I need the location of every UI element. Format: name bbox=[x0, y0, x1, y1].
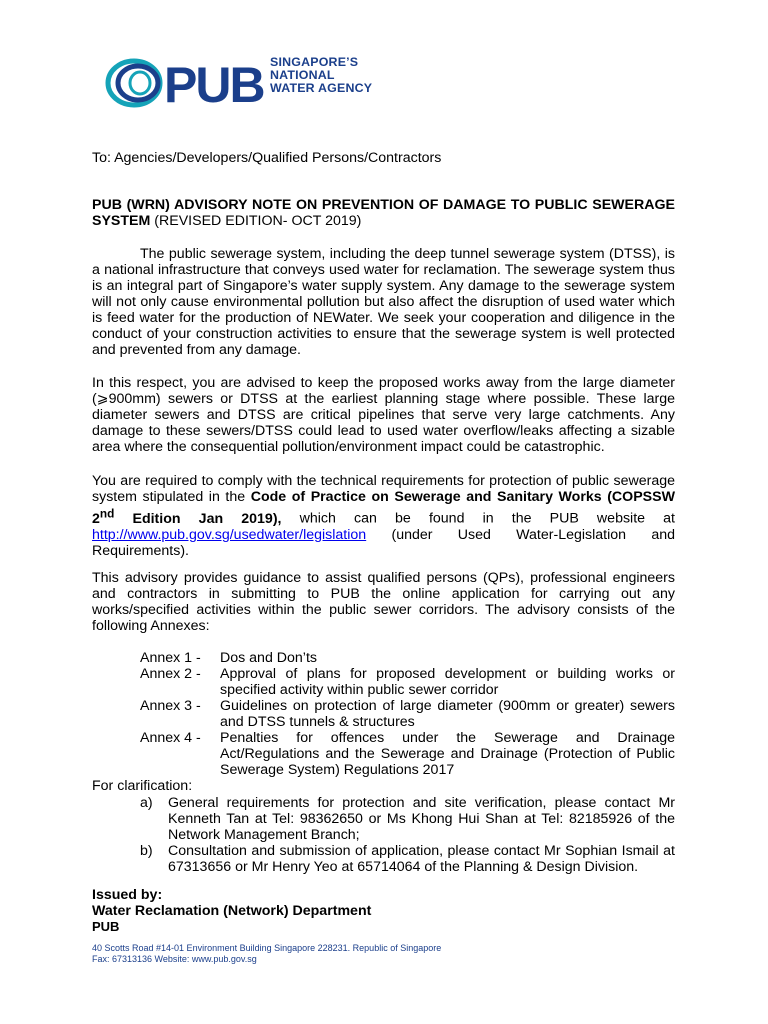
footer-address bbox=[92, 943, 441, 965]
pub-logo-word: PUB bbox=[164, 57, 264, 112]
annex-list bbox=[140, 650, 675, 778]
footer-address-line: 40 Scotts Road #14-01 Environment Building Singapore 228231. Republic of Singapore bbox=[92, 943, 442, 953]
pub-logo-swirl-icon bbox=[108, 61, 160, 105]
annex-label: Annex 3 - bbox=[140, 698, 201, 714]
title-bold: PUB (WRN) ADVISORY NOTE ON PREVENTION OF DAMAGE TO PUBLIC SEWERAGE SYSTEM bbox=[92, 197, 675, 229]
p3-superscript: nd bbox=[99, 506, 115, 520]
clarification-label: b) bbox=[140, 843, 153, 859]
annex-text: Approval of plans for proposed development or building works or specified activity within public sewer corridor bbox=[220, 666, 675, 698]
annex-text: Dos and Don’ts bbox=[220, 650, 317, 666]
agency-name bbox=[270, 56, 372, 95]
paragraph-advisory: This advisory provides guidance to assist qualified persons (QPs), professional engineers and contractors in submitting to PUB the online application for carrying out any works/specified activities within the public sewer corridors. The advisory consists of the following Annexes: bbox=[92, 570, 675, 634]
annex-item bbox=[140, 730, 675, 778]
p3-bold-2: Edition Jan 2019), bbox=[114, 510, 282, 527]
p3-text-a: You are required to comply with the technical requirements for protection of public sewerage system stipulated in the bbox=[92, 473, 675, 505]
paragraph-large-diameter: In this respect, you are advised to keep the proposed works away from the large diameter (⩾900mm) sewers or DTSS at the earliest planning stage where possible. These large diameter sewers and DTSS are critical pipelines that serve very large catchments. Any damage to these sewers/DTSS could lead to used water overflow/leaks affecting a sizable area where the consequential pollution/environment impact could be catastrophic. bbox=[92, 375, 675, 455]
paragraph-code-of-practice bbox=[92, 473, 675, 559]
issuing-department: Water Reclamation (Network) Department bbox=[92, 903, 372, 919]
clarification-text: Consultation and submission of application, please contact Mr Sophian Ismail at 67313656 or Mr Henry Yeo at 65714064 of the Planning & Design Division. bbox=[168, 843, 675, 875]
footer-contact-line: Fax: 67313136 Website: www.pub.gov.sg bbox=[92, 954, 257, 964]
annex-label: Annex 2 - bbox=[140, 666, 201, 682]
p3-text-b: which can be found in the PUB website at bbox=[281, 510, 676, 527]
recipient-line: To: Agencies/Developers/Qualified Persons/Contractors bbox=[92, 150, 442, 166]
document-title bbox=[92, 197, 675, 229]
issued-by-block bbox=[92, 887, 371, 935]
annex-label: Annex 4 - bbox=[140, 730, 201, 746]
clarification-list bbox=[140, 795, 675, 875]
clarification-label: a) bbox=[140, 795, 153, 811]
annex-item bbox=[140, 666, 675, 698]
p3-bold-1: Code of Practice on Sewerage and Sanitary Works (COPSSW 2 bbox=[92, 489, 675, 527]
clarification-item bbox=[140, 795, 675, 843]
issued-by-label: Issued by: bbox=[92, 887, 163, 903]
annex-item bbox=[140, 698, 675, 730]
p3-text-c: (under Used Water-Legislation and Requirements). bbox=[92, 526, 675, 559]
agency-line-1: SINGAPORE’S bbox=[270, 55, 359, 69]
agency-line-2: NATIONAL bbox=[270, 68, 335, 82]
annex-text: Penalties for offences under the Sewerage and Drainage Act/Regulations and the Sewerage and Drainage (Protection of Public Sewerage System) Regulations 2017 bbox=[220, 730, 675, 778]
title-edition: (REVISED EDITION- OCT 2019) bbox=[150, 213, 362, 229]
clarification-heading: For clarification: bbox=[92, 778, 193, 794]
legislation-link[interactable]: http://www.pub.gov.sg/usedwater/legislation bbox=[92, 526, 367, 543]
agency-line-3: WATER AGENCY bbox=[270, 81, 373, 95]
annex-text: Guidelines on protection of large diameter (900mm or greater) sewers and DTSS tunnels & structures bbox=[220, 698, 675, 730]
annex-item bbox=[140, 650, 675, 666]
issuing-agency: PUB bbox=[92, 919, 120, 934]
clarification-item bbox=[140, 843, 675, 875]
clarification-text: General requirements for protection and site verification, please contact Mr Kenneth Tan at Tel: 98362650 or Ms Khong Hui Shan at Tel: 82185926 of the Network Management Branch; bbox=[168, 795, 675, 843]
paragraph-intro-text: The public sewerage system, including the deep tunnel sewerage system (DTSS), is a national infrastructure that conveys used water for reclamation. The sewerage system thus is an integral part of Singapore’s water supply system. Any damage to the sewerage system will not only cause environmental pollution but also affect the disruption of used water which is feed water for the production of NEWater. We seek your cooperation and diligence in the conduct of your construction activities to ensure that the sewerage system is well protected and prevented from any damage. bbox=[92, 246, 675, 358]
annex-label: Annex 1 - bbox=[140, 650, 201, 666]
paragraph-intro bbox=[92, 246, 675, 358]
